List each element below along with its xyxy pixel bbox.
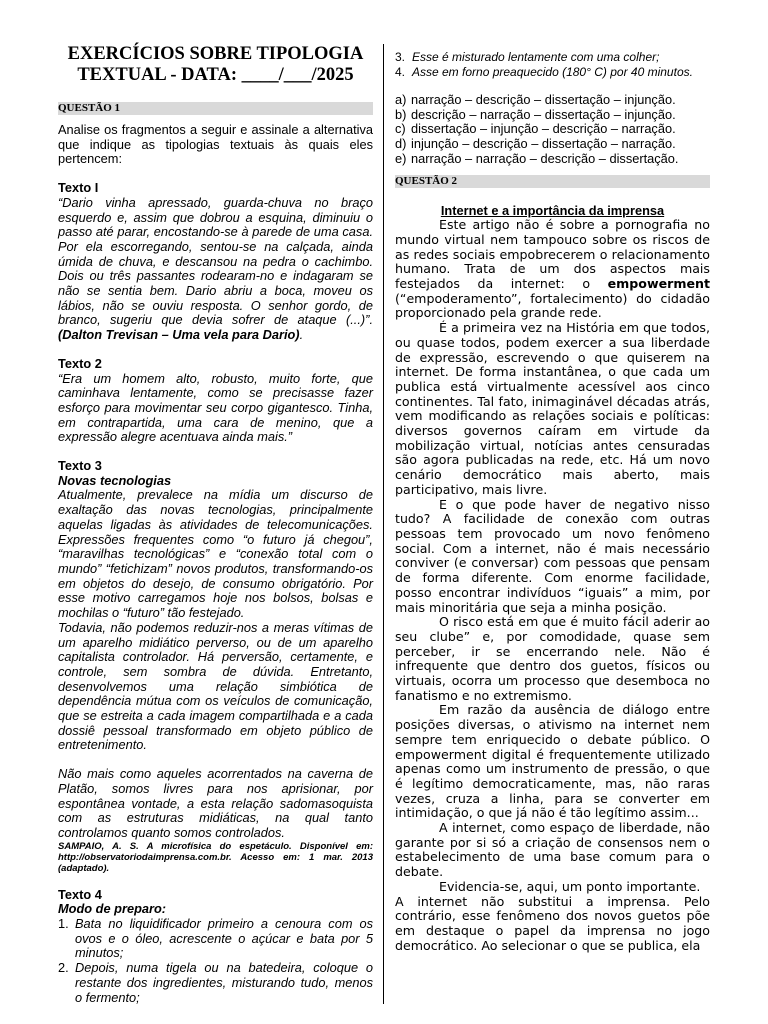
- text-1-title: Texto I: [58, 180, 99, 196]
- article-paragraph: Em razão da ausência de diálogo entre posições diversas, o ativismo na internet nem sempre tem enriquecido o debate público. O empowerment digital é frequentemente utilizado apenas como um instrumento de pressão, o que é legítimo democraticamente, mas, não raras vezes, cruza a linha, para se converter em intimidação, o que já não é tão legítimo assim...: [395, 702, 710, 821]
- option-a[interactable]: a) narração – descrição – dissertação – injunção.: [395, 92, 676, 107]
- recipe-step: 1. Bata no liquidificador primeiro a cenoura com os ovos e o óleo, acrescente o açúcar e bata por 5 minutos;: [58, 916, 373, 961]
- question-1-prompt: Analise os fragmentos a seguir e assinale a alternativa que indique as tipologias textuais às quais eles pertencem:: [58, 122, 373, 167]
- recipe-steps-first: [58, 917, 373, 1005]
- text-1-body: “Dario vinha apressado, guarda-chuva no braço esquerdo e, assim que dobrou a esquina, diminuiu o passo até parar, encostando-se à parede de uma casa. Por ela escorregando, sentou-se na calçada, ainda úmida de chuva, e descansou na pedra o cachimbo. Dois ou três passantes rodearam-no e indagaram se não se sentia bem. Dario abriu a boca, moveu os lábios, não se ouviu resposta. O senhor gordo, de branco, sugeriu que devia sofrer de ataque (...)”. (Dalton Trevisan – Uma vela para Dario).: [58, 194, 373, 343]
- text-4-title: Texto 4: [58, 886, 102, 902]
- text-3-title: Texto 3: [58, 458, 102, 474]
- text-4-subtitle: Modo de preparo:: [58, 901, 167, 917]
- right-column: [395, 50, 710, 953]
- article-paragraph: É a primeira vez na História em que todos, ou quase todos, podem exercer a sua liberdade de expressão, escrevendo o que quiserem na internet. De forma instantânea, o que cada um publica está virtualmente acessível aos cinco continentes. Tal fato, inimaginável décadas atrás, vem modificando as relações sociais e políticas: diversos governos caíram em virtude da mobilização virtual, notícias antes censuradas são agora publicadas na rede, etc. Há um novo cenário democrático mais aberto, mais participativo, mais livre.: [395, 320, 710, 497]
- text-3-paragraph-2: Todavia, não podemos reduzir-nos a meras vítimas de um aparelho midiático perverso, ou de um aparelho capitalista controlador. Há perversão, certamente, e controle, sem sombra de dúvida. Entretanto, desenvolvemos uma relação simbiótica de dependência mútua com os veículos de comunicação, que se estreita a cada imagem compartilhada e a cada dossiê pessoal transformado em objeto público de entretenimento.: [58, 619, 373, 753]
- left-column: [58, 44, 373, 1005]
- article-paragraph: A internet, como espaço de liberdade, não garante por si só a criação de consensos nem o estabelecimento de uma base comum para o debate.: [395, 820, 710, 880]
- option-e[interactable]: e) narração – narração – descrição – dissertação.: [395, 150, 679, 166]
- article-paragraph: Evidencia-se, aqui, um ponto importante.: [439, 878, 701, 894]
- empowerment-term: empowerment: [607, 276, 710, 292]
- article-paragraph: O risco está em que é muito fácil aderir ao seu clube” e, por comodidade, quase sem perceber, ir se encerrando nele. Não é infrequente que dentro dos guetos, físicos ou virtuais, ocorra um processo que desemboca no fanatismo e no extremismo.: [395, 614, 710, 703]
- option-b[interactable]: b) descrição – narração – dissertação – injunção.: [395, 106, 676, 122]
- recipe-step: 4. Asse em forno preaquecido (180° C) por 40 minutos.: [395, 64, 693, 79]
- text-1-citation: (Dalton Trevisan – Uma vela para Dario): [58, 327, 300, 343]
- recipe-step: 3. Esse é misturado lentamente com uma colher;: [395, 50, 660, 64]
- page-title: EXERCÍCIOS SOBRE TIPOLOGIA TEXTUAL - DATA: ____/___/2025: [67, 44, 364, 85]
- text-3-paragraph-3: Não mais como aqueles acorrentados na caverna de Platão, somos livres para nos aprisionar, por espontânea vontade, a esta relação sadomasoquista com as estruturas midiáticas, na qual tanto controlamos quanto somos controlados.: [58, 766, 373, 840]
- article-paragraph: E o que pode haver de negativo nisso tudo? A facilidade de conexão com outras pessoas tem provocado um novo fenômeno social. Com a internet, não é mais necessário conviver (e conversar) com pessoas que pensam de forma diferente. Com enorme facilidade, posso encontrar indivíduos “iguais” a mim, por mais minoritária que seja a minha posição.: [395, 496, 710, 615]
- recipe-step: 2. Depois, numa tigela ou na batedeira, coloque o restante dos ingredientes, misturando tudo, menos o fermento;: [58, 960, 373, 1005]
- text-3-paragraph-1: Atualmente, prevalece na mídia um discurso de exaltação das novas tecnologias, principalmente aquelas ligadas às atividades de telecomunicações. Expressões frequentes como “o futuro já chegou”, “maravilhas tecnológicas” e “conexão total com o mundo” “fetichizam” novos produtos, transformando-os em objetos do desejo, de consumo obrigatório. Por esse motivo carregamos hoje nos bolsos, bolsas e mochilas o “futuro” tão festejado.: [58, 487, 373, 621]
- question-1-label: QUESTÃO 1: [58, 102, 373, 115]
- answer-options: [395, 93, 710, 167]
- text-3-source: SAMPAIO, A. S. A microfísica do espetáculo. Disponível em: http://observatoriodaimprensa.com.br. Acesso em: 1 mar. 2013 (adaptado).: [58, 840, 373, 874]
- recipe-steps-continued: [395, 50, 710, 79]
- article-paragraph: Este artigo não é sobre a pornografia no mundo virtual nem tampouco sobre os riscos de as redes sociais empobrecerem o relacionamento humano. Trata de um dos aspectos mais festejados da internet: o empowerment (“empoderamento”, fortalecimento) do cidadão proporcionado pela grande rede.: [395, 217, 710, 321]
- article-title: Internet e a importância da imprensa: [440, 202, 665, 218]
- text-2-title: Texto 2: [58, 355, 102, 371]
- text-2-body: “Era um homem alto, robusto, muito forte, que caminhava lentamente, como se precisasse fazer esforço para movimentar seu corpo gigantesco. Tinha, em contrapartida, uma cara de menino, que a expressão alegre acentuava ainda mais.”: [58, 370, 373, 445]
- question-2-label: QUESTÃO 2: [395, 175, 710, 188]
- option-d[interactable]: d) injunção – descrição – dissertação – narração.: [395, 136, 676, 152]
- column-divider: [383, 44, 384, 1004]
- text-3-subtitle: Novas tecnologias: [58, 472, 172, 488]
- option-c[interactable]: c) dissertação – injunção – descrição – narração.: [395, 121, 676, 137]
- article-paragraph: A internet não substitui a imprensa. Pelo contrário, esse fenômeno dos novos guetos põe em destaque o papel da imprensa no jogo democrático. Ao selecionar o que se publica, ela: [395, 893, 710, 953]
